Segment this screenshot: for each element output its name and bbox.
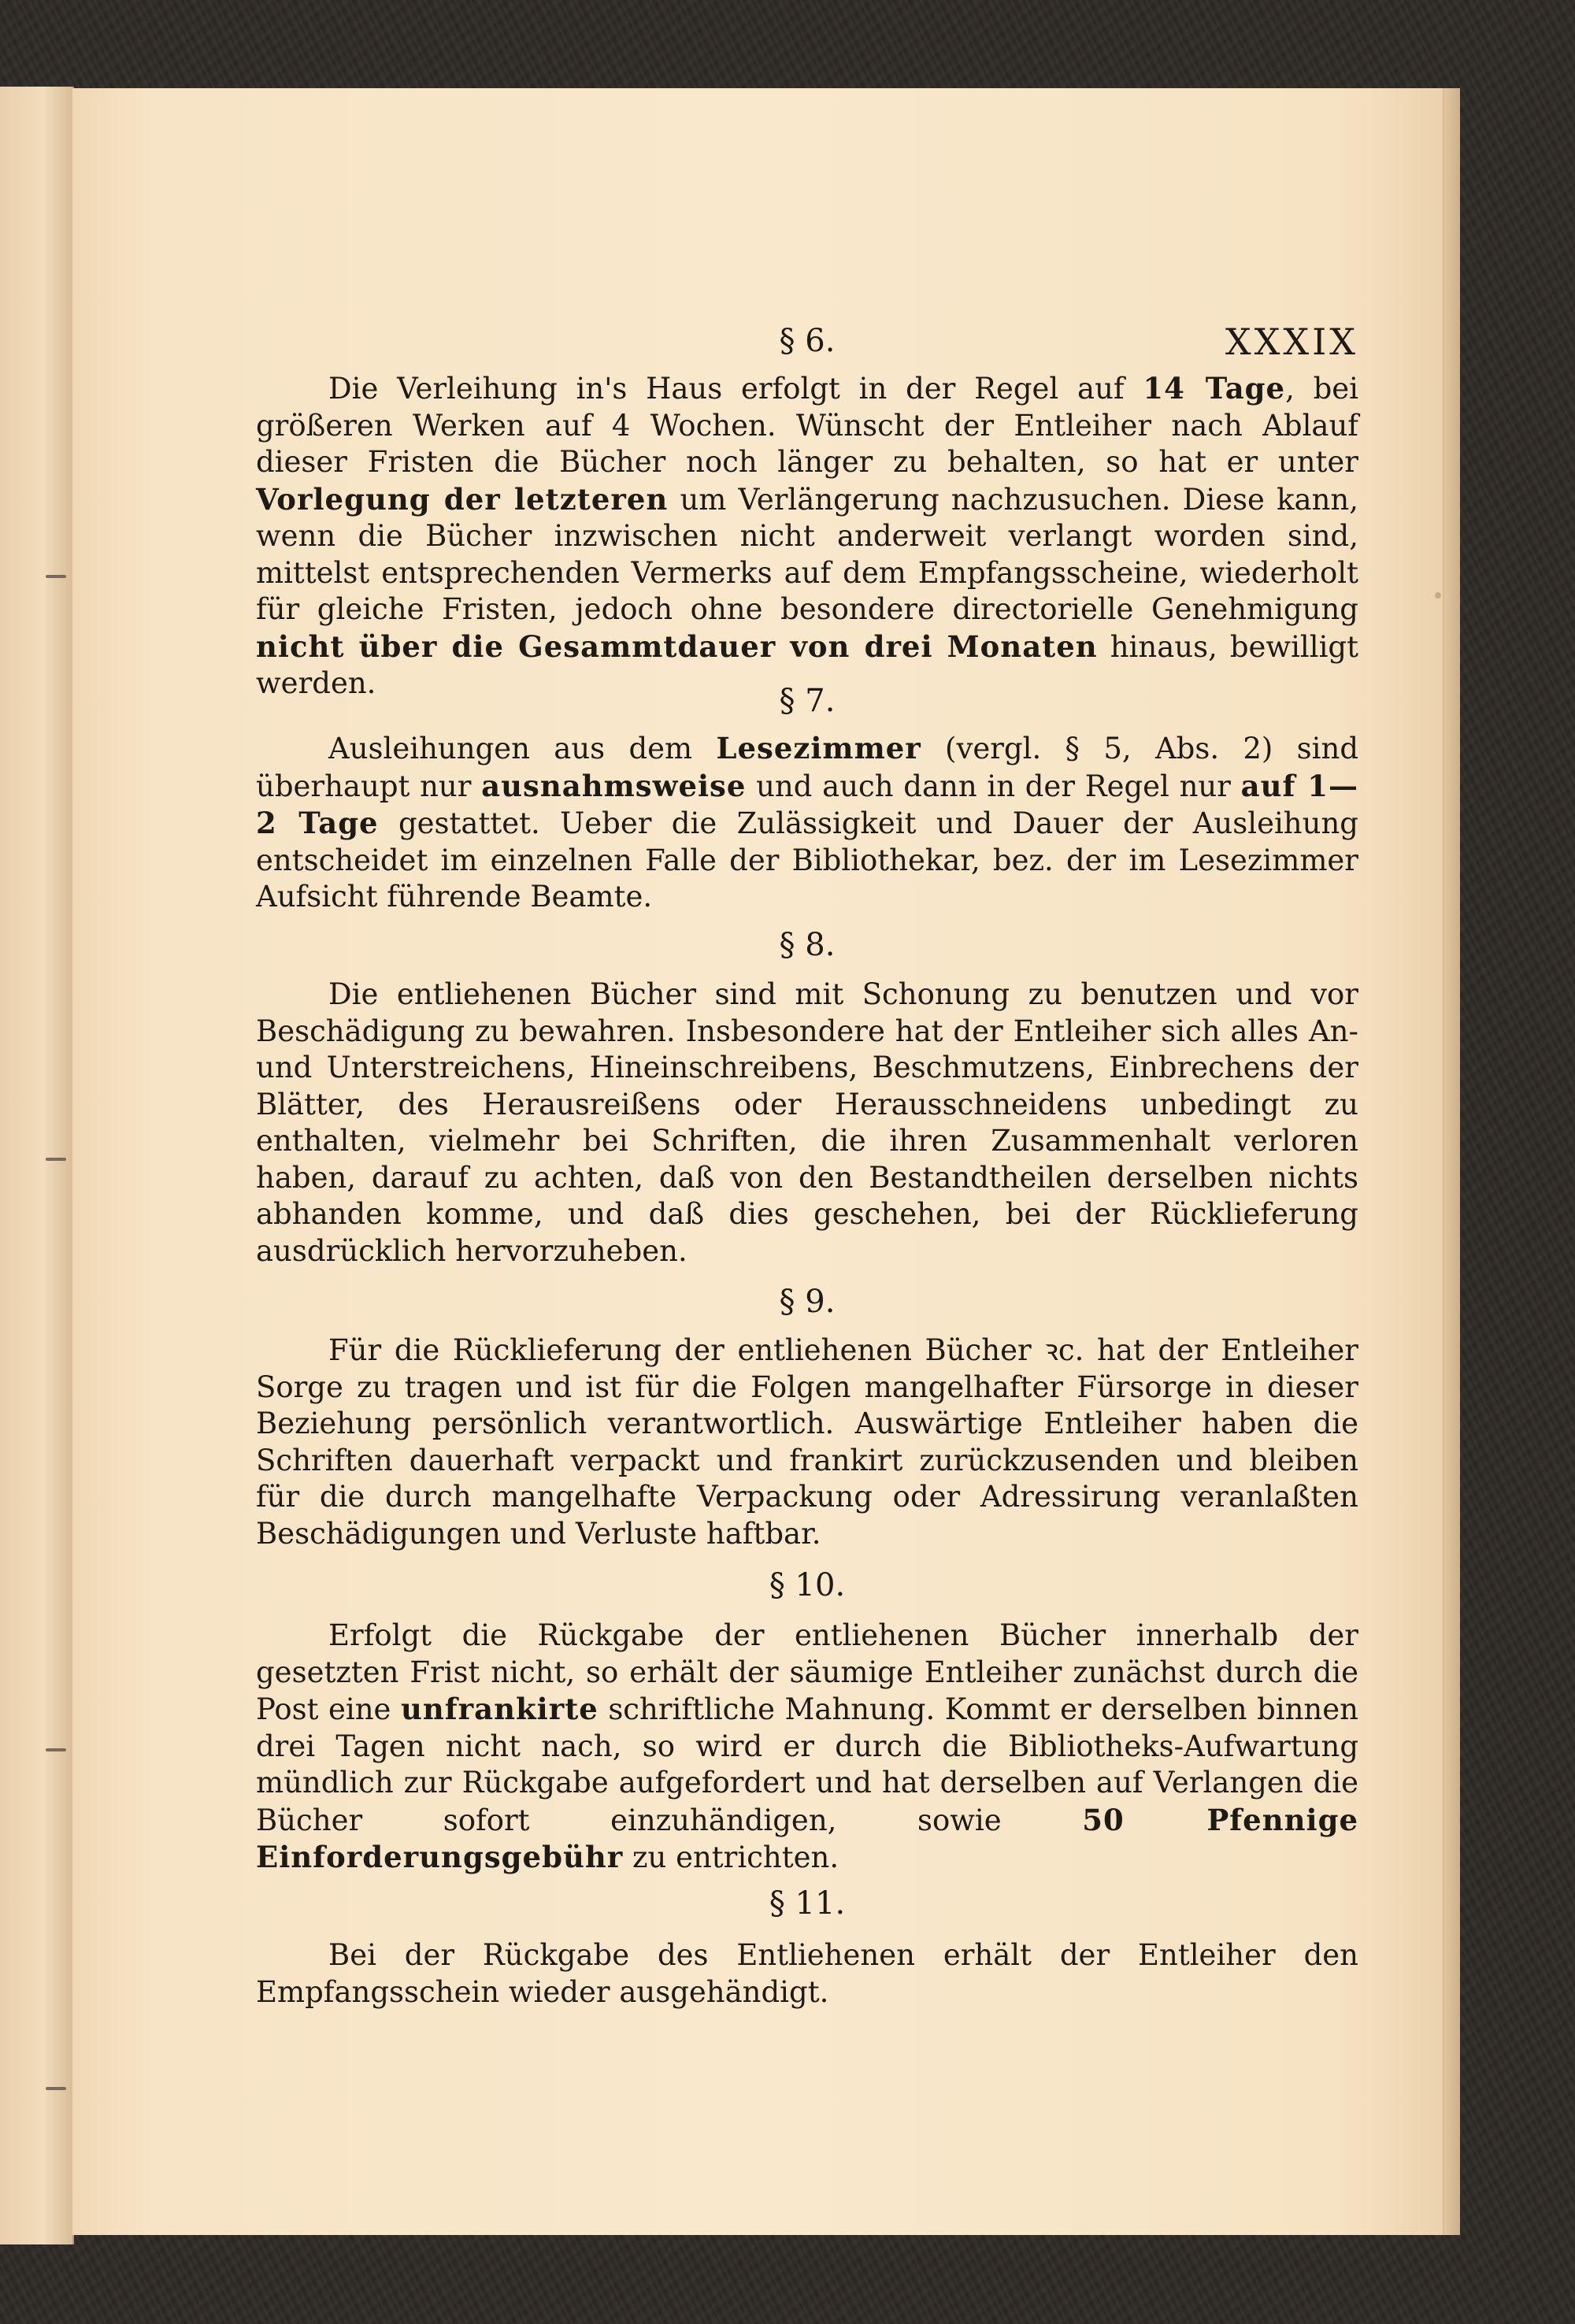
body-text: Die entliehenen Bücher sind mit Schonung zu benutzen und vor Beschädigung zu bewahren. Insbesondere hat der Entleiher sich alles An- und Unterstreichens, Hineinschreibens, Beschmutzens, Einbrechens der Blätter, des Herausreißens oder Herausschneidens unbedingt zu enthalten, vielmehr bei Schriften, die ihren Zusammenhalt verloren haben, darauf zu achten, daß von den Bestandtheilen derselben nichts abhanden komme, und daß dies geschehen, bei der Rücklieferung ausdrücklich hervorzuheben. [256,977,1358,1268]
body-text: schriftliche Mahnung. Kommt er derselben binnen drei Tagen nicht nach, so wird er durch die Bibliotheks-Aufwartung mündlich zur Rückgabe aufgefordert und hat derselben auf Verlangen die Bücher sofort einzuhändigen, sowie [256,1692,1358,1837]
section-text-8 [256,977,1358,1269]
emphasized-text: Lesezimmer [716,731,921,765]
body-text: Bei der Rückgabe des Entliehenen erhält der Entleiher den Empfangsschein wieder ausgehändigt. [256,1938,1358,2009]
body-text: , bei größeren Werken auf 4 Wochen. Wünscht der Entleiher nach Ablauf dieser Fristen die Bücher noch länger zu behalten, so hat er unter [256,372,1358,479]
body-text: zu entrichten. [623,1840,839,1874]
body-text: um Verlängerung nachzusuchen. Diese kann, wenn die Bücher inzwischen nicht anderweit verlangt worden sind, mittelst entsprechenden Vermerks auf dem Empfangsscheine, wiederholt für gleiche Fristen, jedoch ohne besondere directorielle Genehmigung [256,482,1358,626]
emphasized-text: unfrankirte [400,1692,598,1726]
emphasized-text: 14 Tage [1143,371,1286,406]
body-text: Ausleihungen aus dem [328,732,717,765]
body-text: (vergl. § 5, Abs. 2) sind überhaupt nur [256,732,1358,803]
emphasized-text: nicht über die Gesammtdauer von drei Monaten [256,628,1098,664]
page-number: XXXIX [1225,321,1358,363]
binding-thread [46,1748,66,1751]
section-text-11 [256,1937,1358,2011]
page-edge [1443,88,1460,2235]
emphasized-text: 50 Pfennige Einforderungsgebühr [256,1802,1358,1874]
book-page [72,88,1443,2235]
section-heading-10: § 10. [769,1567,846,1603]
body-text: gestattet. Ueber die Zulässigkeit und Dauer der Ausleihung entscheidet im einzelnen Falle der Bibliothekar, bez. der im Lesezimmer Aufsicht führende Beamte. [256,806,1358,914]
body-text: hinaus, bewilligt werden. [256,629,1358,700]
binding-thread [46,575,66,578]
section-heading-9: § 9. [779,1284,836,1320]
section-text-9 [256,1333,1358,1552]
section-heading-8: § 8. [779,927,836,963]
body-text: und auch dann in der Regel nur [746,769,1241,803]
body-text: Erfolgt die Rückgabe der entliehenen Bücher innerhalb der gesetzten Frist nicht, so erhält der säumige Entleiher zunächst durch die Post eine [256,1618,1358,1726]
section-heading-6: § 6. [779,323,836,359]
emphasized-text: Vorlegung der letzteren [256,481,669,517]
section-text-10 [256,1618,1358,1877]
body-text: Für die Rücklieferung der entliehenen Bücher ꝛc. hat der Entleiher Sorge zu tragen und ist für die Folgen mangelhafter Fürsorge in dieser Beziehung persönlich verantwortlich. Auswärtige Entleiher haben die Schriften dauerhaft verpackt und frankirt zurückzusenden und bleiben für die durch mangelhafte Verpackung oder Adressirung veranlaßten Beschädigungen und Verluste haftbar. [256,1333,1358,1551]
section-text-7 [256,730,1358,916]
binding-thread [46,2087,66,2090]
paper-spot [1435,592,1441,599]
section-text-6 [256,370,1358,702]
previous-page-edge [0,87,74,2244]
binding-thread [46,1158,66,1161]
section-heading-11: § 11. [769,1885,846,1922]
emphasized-text: ausnahmsweise [481,768,747,803]
body-text: Die Verleihung in's Haus erfolgt in der Regel auf [328,372,1143,406]
section-heading-7: § 7. [779,683,836,719]
emphasized-text: auf 1—2 Tage [256,768,1358,840]
